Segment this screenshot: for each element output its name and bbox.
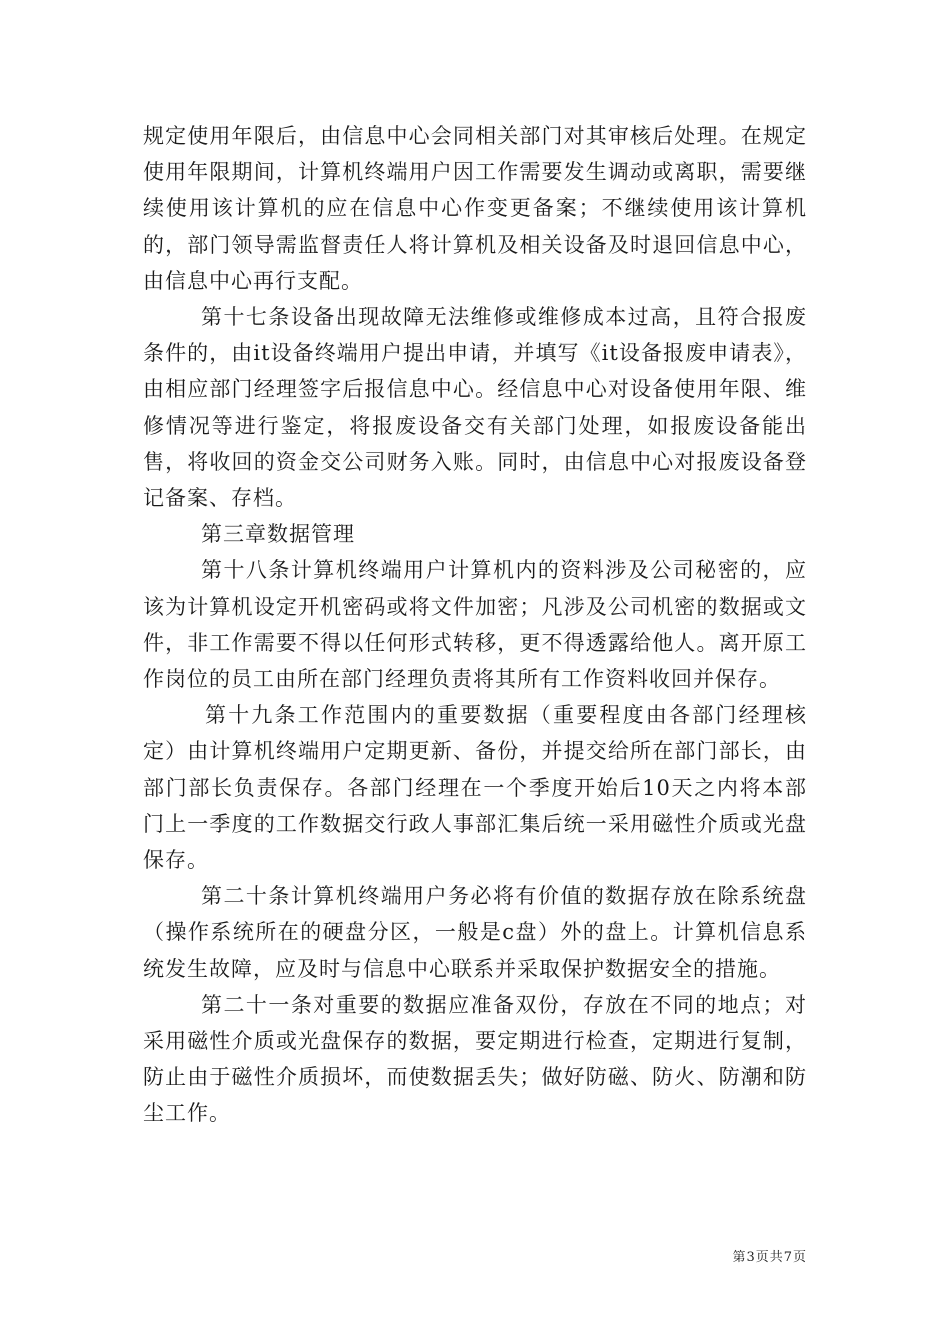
paragraph-article-18: 第十八条计算机终端用户计算机内的资料涉及公司秘密的，应该为计算机设定开机密码或将文件加密；凡涉及公司机密的数据或文件，非工作需要不得以任何形式转移，更不得透露给他人。离开原工作岗位的员工由所在部门经理负责将其所有工作资料收回并保存。 [143, 558, 807, 692]
document-body [143, 118, 807, 1132]
page-number-footer: 第3页共7页 [732, 1250, 807, 1265]
paragraph-continuation: 规定使用年限后，由信息中心会同相关部门对其审核后处理。在规定使用年限期间，计算机终端用户因工作需要发生调动或离职，需要继续使用该计算机的应在信息中心作变更备案；不继续使用该计算机的，部门领导需监督责任人将计算机及相关设备及时退回信息中心，由信息中心再行支配。 [143, 124, 807, 293]
paragraph-article-19: 第十九条工作范围内的重要数据（重要程度由各部门经理核定）由计算机终端用户定期更新、备份，并提交给所在部门部长，由部门部长负责保存。各部门经理在一个季度开始后10天之内将本部门上一季度的工作数据交行政人事部汇集后统一采用磁性介质或光盘保存。 [143, 703, 807, 873]
paragraph-article-21: 第二十一条对重要的数据应准备双份，存放在不同的地点；对采用磁性介质或光盘保存的数据，要定期进行检查，定期进行复制，防止由于磁性介质损坏，而使数据丢失；做好防磁、防火、防潮和防尘工作。 [143, 992, 807, 1126]
paragraph-article-17: 第十七条设备出现故障无法维修或维修成本过高，且符合报废条件的，由it设备终端用户提出申请，并填写《it设备报废申请表》，由相应部门经理签字后报信息中心。经信息中心对设备使用年限、维修情况等进行鉴定，将报废设备交有关部门处理，如报废设备能出售，将收回的资金交公司财务入账。同时，由信息中心对报废设备登记备案、存档。 [143, 305, 807, 511]
chapter-heading: 第三章数据管理 [201, 522, 355, 547]
paragraph-article-20: 第二十条计算机终端用户务必将有价值的数据存放在除系统盘（操作系统所在的硬盘分区，一般是c盘）外的盘上。计算机信息系统发生故障，应及时与信息中心联系并采取保护数据安全的措施。 [143, 884, 807, 981]
